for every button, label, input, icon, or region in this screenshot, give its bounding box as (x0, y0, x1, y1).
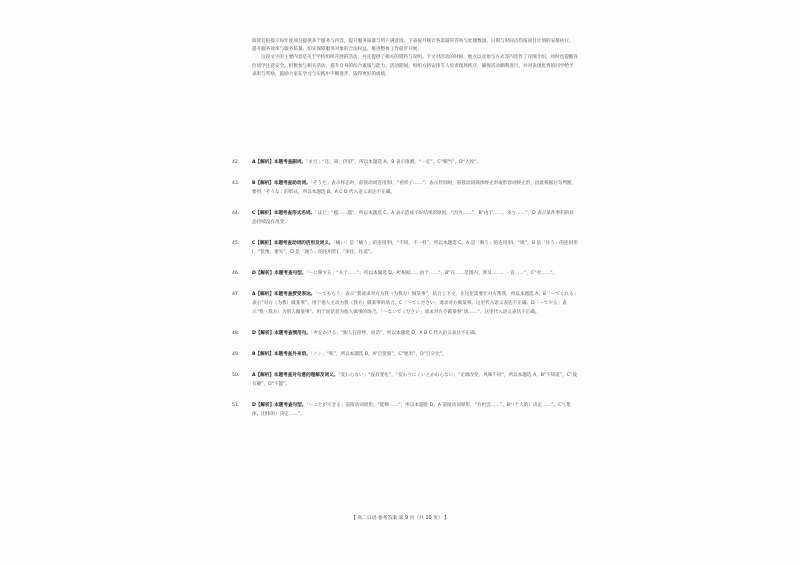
answer-item (232, 158, 578, 167)
answer-item (232, 179, 578, 197)
question-number: 48. (232, 331, 240, 336)
question-number: 46. (232, 271, 240, 276)
question-number: 42. (232, 160, 240, 165)
answer-tag: C【解析】本题考查形式名词。 (252, 211, 316, 216)
answer-text (252, 209, 578, 227)
question-number: 51. (232, 403, 240, 408)
explanation-text: 「～ことができる」前接动词原形，“能够……”，所以本题选 D。A 前接动词原形，“有机会……”，B“（个人的）决定……”，C“（集体、团体的）决定……”。 (252, 403, 571, 417)
answer-item (232, 209, 578, 227)
explanation-text: 「痛い」是「痛う」的连用形Ⅰ，“不同，不一样”，所以本题选 C。A 是「吸う」的连用形Ⅰ，“吸”。B 是「住う」的连用形Ⅰ，“犹豫、迷失”，D 是「通う」的连用形Ⅰ，“来往、往返”。 (252, 241, 578, 255)
reading-passage (252, 38, 578, 79)
page-footer: 【 高二日语·参考答案 第 9 页（共 10 页） 】 (350, 516, 450, 521)
question-number: 45. (232, 241, 240, 246)
answer-item (232, 401, 578, 419)
explanation-text: 「声をかける」“跟人打招呼、说话”，所以本题选 D。A B C 代入语义表达不正确。 (310, 331, 480, 336)
answer-text (252, 401, 578, 419)
answer-text (252, 350, 578, 359)
explanation-text: 「ほど」“越……越”，所以本题选 C。A 表示造成不好结果的原因，“因为……”，B“由于……，多亏……”，D 表示某件事们的状态持续没有改变。 (252, 211, 574, 225)
explanation-text: 「まだ」“还、尚、仍旧”，所以本题选 A。B 表示推测，“一定”。C“相当”，D“大致”。 (306, 160, 482, 165)
answer-item (232, 239, 578, 257)
answer-item (232, 269, 578, 278)
question-number: 44. (232, 211, 240, 216)
answer-text (252, 239, 578, 257)
answer-text (252, 371, 578, 389)
explanation-text: 「変わらない」“没有变化”，「変わりにくいとかわらない」“无端改变、风味不同”，所以本题选 A。B“不知道”，C“没有趣”，D“不能”。 (252, 373, 577, 387)
answer-item (232, 350, 578, 359)
question-number: 47. (232, 292, 240, 297)
explanation-text: 「ノン」“吨”，所以本题选 B。A“百货商”，C“厘米”，D“百分比”。 (310, 352, 447, 357)
answer-tag: D【解析】本题考查句型。 (252, 403, 307, 408)
answer-text (252, 329, 578, 338)
answer-item (232, 371, 578, 389)
answer-text (252, 179, 578, 197)
explanation-text: 「そうだ」表示样态时，前接动词连用形Ⅰ、“看样子……”；表示传闻时，前接动词简体终止形或形容词终止形，因此根据后句判断，要用「そうな」的形式，所以本题选 B。A C D 代入语义表达不正确。 (252, 181, 577, 195)
answer-tag: D【解析】本题考查惯用句。 (252, 331, 311, 336)
answer-explanations (232, 158, 578, 419)
explanation-text: 「～に関する」“关于……”，所以本题选 D。A“根据……由于……”，B“在……范围内、涉及……、一直……”，C“对……”。 (306, 271, 558, 276)
answer-tag: A【解析】本题考查副词。 (252, 160, 307, 165)
answer-item (232, 290, 578, 317)
explanation-text: 「～てもらう」表示“我请求对方为我（为我方）做某事”，结合上下文，在这里需要让对方帮我，所以本题选 A。B「～てくれる」表示“对方（为我）做某事”。用于他人主动为我（我方）做某事的场合。C「～てください」请求对方做某事。这里代入语义表达不正确。D「～てやる」表示“我（我方）为别人做某事”。用于说话者为他人做事的场合。「～ないでください」请求对方不做某事“请……”，这里代入语义表达不正确。 (252, 292, 576, 315)
answer-tag: B【解析】本题考查助动词。 (252, 181, 311, 186)
answer-text (252, 290, 578, 317)
passage-paragraph: 这段文字的主要内容是关于学校组织开展的活动，并且提供了相关的资料与说明。下文对活动的时间、地点以及参与方式等内容作了详细介绍，同时也提醒各位同学注意安全，积极参与相关活动，提升自身的综合素质与能力。活动期间，组织方将安排专人负责现场秩序，确保活动顺利进行，并对表现优秀的同学给予表彰与奖励，鼓励大家在学习与实践中不断进步，取得更好的成绩。 (252, 55, 578, 77)
answer-tag: A【解析】本题考查授受表达。 (252, 292, 316, 297)
passage-paragraph: 阅读官报提示每年度项目提供多个服务与内容，提升服务质量与用户满意度。下表按月统计各渠道的咨询与处理数量，日期与时间点均按项目计划的安排执行，提升服务效率与服务质量，切实保障服务对象的合法权益，推进整体工作稳步开展。 (252, 39, 574, 53)
question-number: 50. (232, 373, 240, 378)
answer-item (232, 329, 578, 338)
answer-text (252, 158, 578, 167)
answer-tag: A【解析】本题考查对句意的理解及词义。 (252, 373, 339, 378)
question-number: 49. (232, 352, 240, 357)
answer-text (252, 269, 578, 278)
answer-tag: B【解析】本题考查外来语。 (252, 352, 311, 357)
question-number: 43. (232, 181, 240, 186)
answer-tag: C【解析】本题考查动词的活用及词义。 (252, 241, 334, 246)
answer-tag: D【解析】本题考查句型。 (252, 271, 307, 276)
